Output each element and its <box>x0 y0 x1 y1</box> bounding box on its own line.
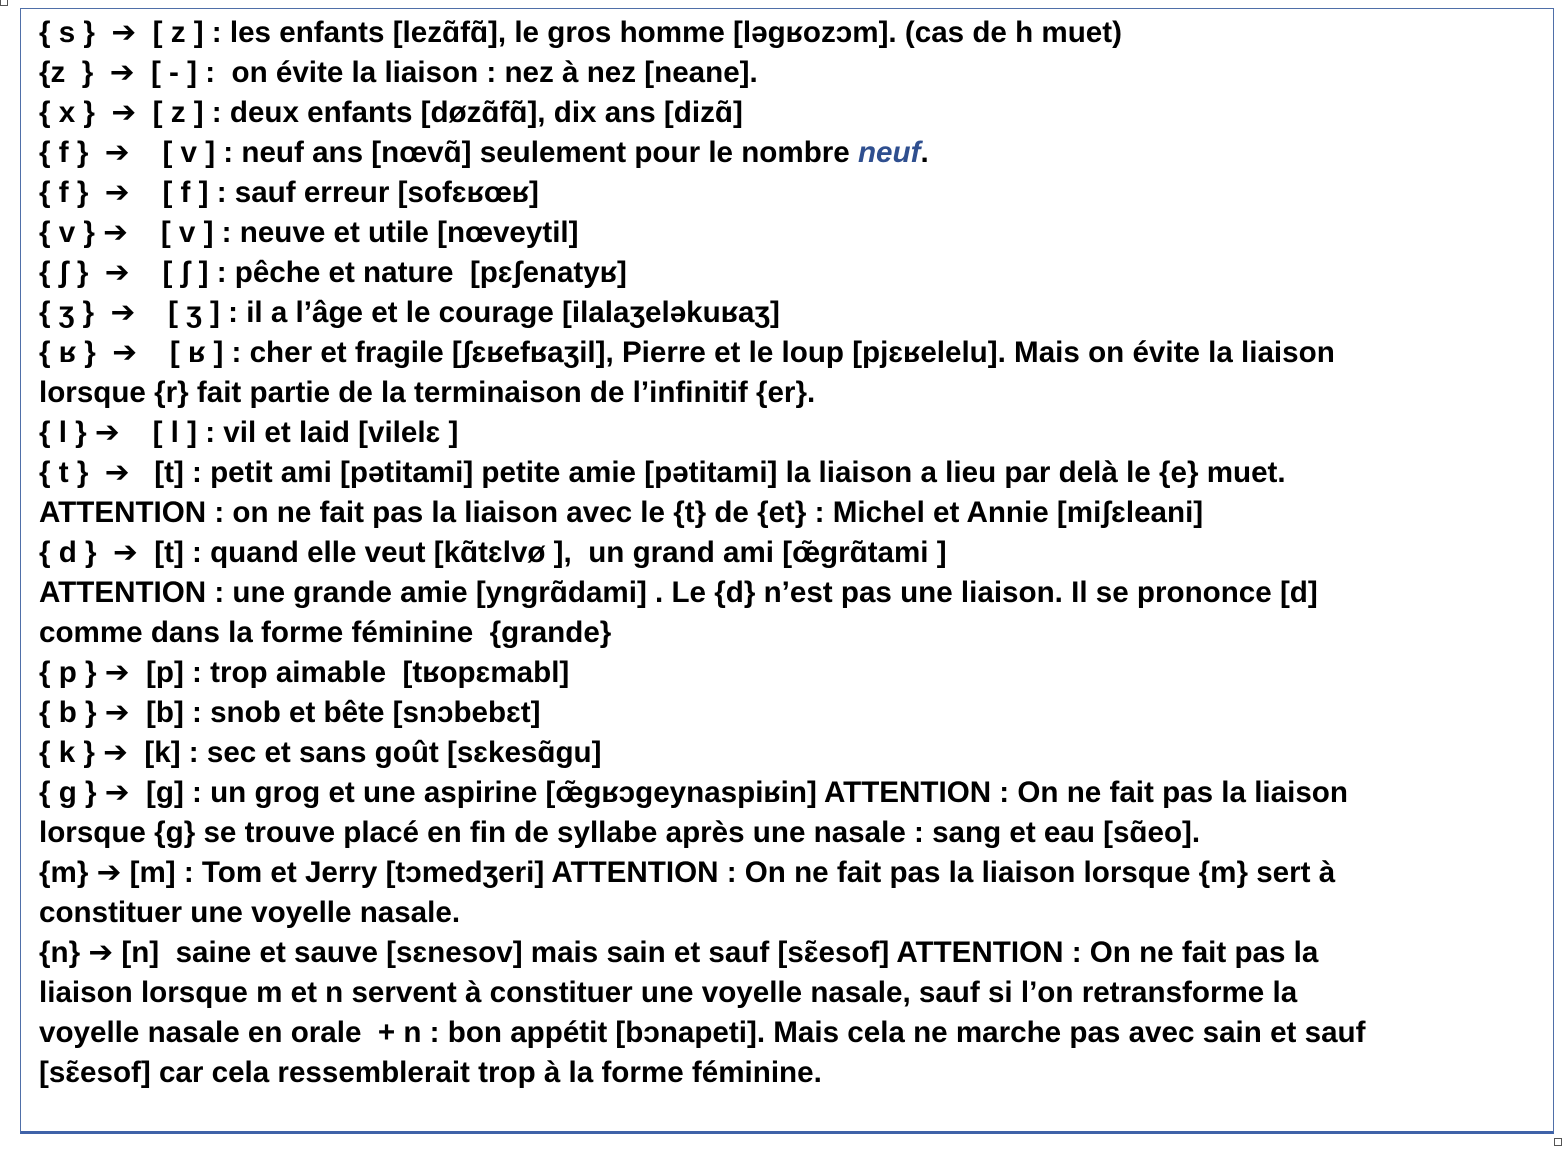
rule-line-p: { p } ➔ [p] : trop aimable [tʁopɛmabl] <box>39 656 570 689</box>
rule-line-f-f: { f } ➔ [ f ] : sauf erreur [sofɛʁœʁ] <box>39 176 539 209</box>
rule-line-m-cont: constituer une voyelle nasale. <box>39 896 461 929</box>
rule-line-t-attention: ATTENTION : on ne fait pas la liaison avec le {t} de {et} : Michel et Annie [miʃɛleani] <box>39 496 1204 529</box>
rule-line-m: {m} ➔ [m] : Tom et Jerry [tɔmedʒeri] ATTENTION : On ne fait pas la liaison lorsque {m} sert à <box>39 856 1336 889</box>
rule-line-d: { d } ➔ [t] : quand elle veut [kɑ̃tɛlvø ], un grand ami [œ̃grɑ̃tami ] <box>39 536 947 569</box>
rule-line-b: { b } ➔ [b] : snob et bête [snɔbebɛt] <box>39 696 541 729</box>
rule-line-t: { t } ➔ [t] : petit ami [pətitami] petite amie [pətitami] la liaison a lieu par delà le {e} muet. <box>39 456 1286 489</box>
rule-line-l: { l } ➔ [ l ] : vil et laid [vilelɛ ] <box>39 416 459 449</box>
rule-line-zh: { ʒ } ➔ [ ʒ ] : il a l’âge et le courage [ilalaʒeləkuʁaʒ] <box>39 296 780 329</box>
rule-line-s: { s } ➔ [ z ] : les enfants [lezɑ̃fɑ̃], le gros homme [ləgʁozɔm]. (cas de h muet) <box>39 16 1122 49</box>
corner-marker <box>0 0 8 6</box>
rule-line-g: { g } ➔ [g] : un grog et une aspirine [œ̃gʁɔgeynaspiʁin] ATTENTION : On ne fait pas la liaison <box>39 776 1348 809</box>
rule-line-g-cont: lorsque {g} se trouve placé en fin de syllabe après une nasale : sang et eau [sɑ̃eo]. <box>39 816 1201 849</box>
rule-line-d-attention: ATTENTION : une grande amie [yngrɑ̃dami] . Le {d} n’est pas une liaison. Il se prononce [d] <box>39 576 1318 609</box>
rule-line-n: {n} ➔ [n] saine et sauve [sɛnesov] mais sain et sauf [sɛ̃esof] ATTENTION : On ne fait pas la <box>39 936 1319 969</box>
rule-line-n-cont-2: voyelle nasale en orale + n : bon appétit [bɔnapeti]. Mais cela ne marche pas avec sain et sauf <box>39 1016 1366 1049</box>
rule-line-sh: { ʃ } ➔ [ ʃ ] : pêche et nature [pɛʃenatyʁ] <box>39 256 627 289</box>
liaison-rules-text <box>39 13 1539 1093</box>
rule-line-d-cont: comme dans la forme féminine {grande} <box>39 616 612 649</box>
highlighted-word: neuf <box>857 136 921 169</box>
rule-line-z: {z } ➔ [ - ] : on évite la liaison : nez à nez [neane]. <box>39 56 758 89</box>
rule-line-x: { x } ➔ [ z ] : deux enfants [døzɑ̃fɑ̃], dix ans [dizɑ̃] <box>39 96 743 129</box>
corner-marker <box>1554 1138 1562 1146</box>
rule-line-f-v: { f } ➔ [ v ] : neuf ans [nœvɑ̃] seulement pour le nombre neuf. <box>39 136 929 169</box>
rule-line-r: { ʁ } ➔ [ ʁ ] : cher et fragile [ʃɛʁefʁaʒil], Pierre et le loup [pjɛʁelelu]. Mais on évite la liaison <box>39 336 1335 369</box>
rule-line-v: { v } ➔ [ v ] : neuve et utile [nœveytil] <box>39 216 579 249</box>
rule-line-n-cont-3: [sɛ̃esof] car cela ressemblerait trop à la forme féminine. <box>39 1056 822 1089</box>
rule-line-k: { k } ➔ [k] : sec et sans goût [sɛkesɑ̃gu] <box>39 736 602 769</box>
rule-line-n-cont-1: liaison lorsque m et n servent à constituer une voyelle nasale, sauf si l’on retransforme la <box>39 976 1298 1009</box>
rule-line-r-cont: lorsque {r} fait partie de la terminaison de l’infinitif {er}. <box>39 376 816 409</box>
